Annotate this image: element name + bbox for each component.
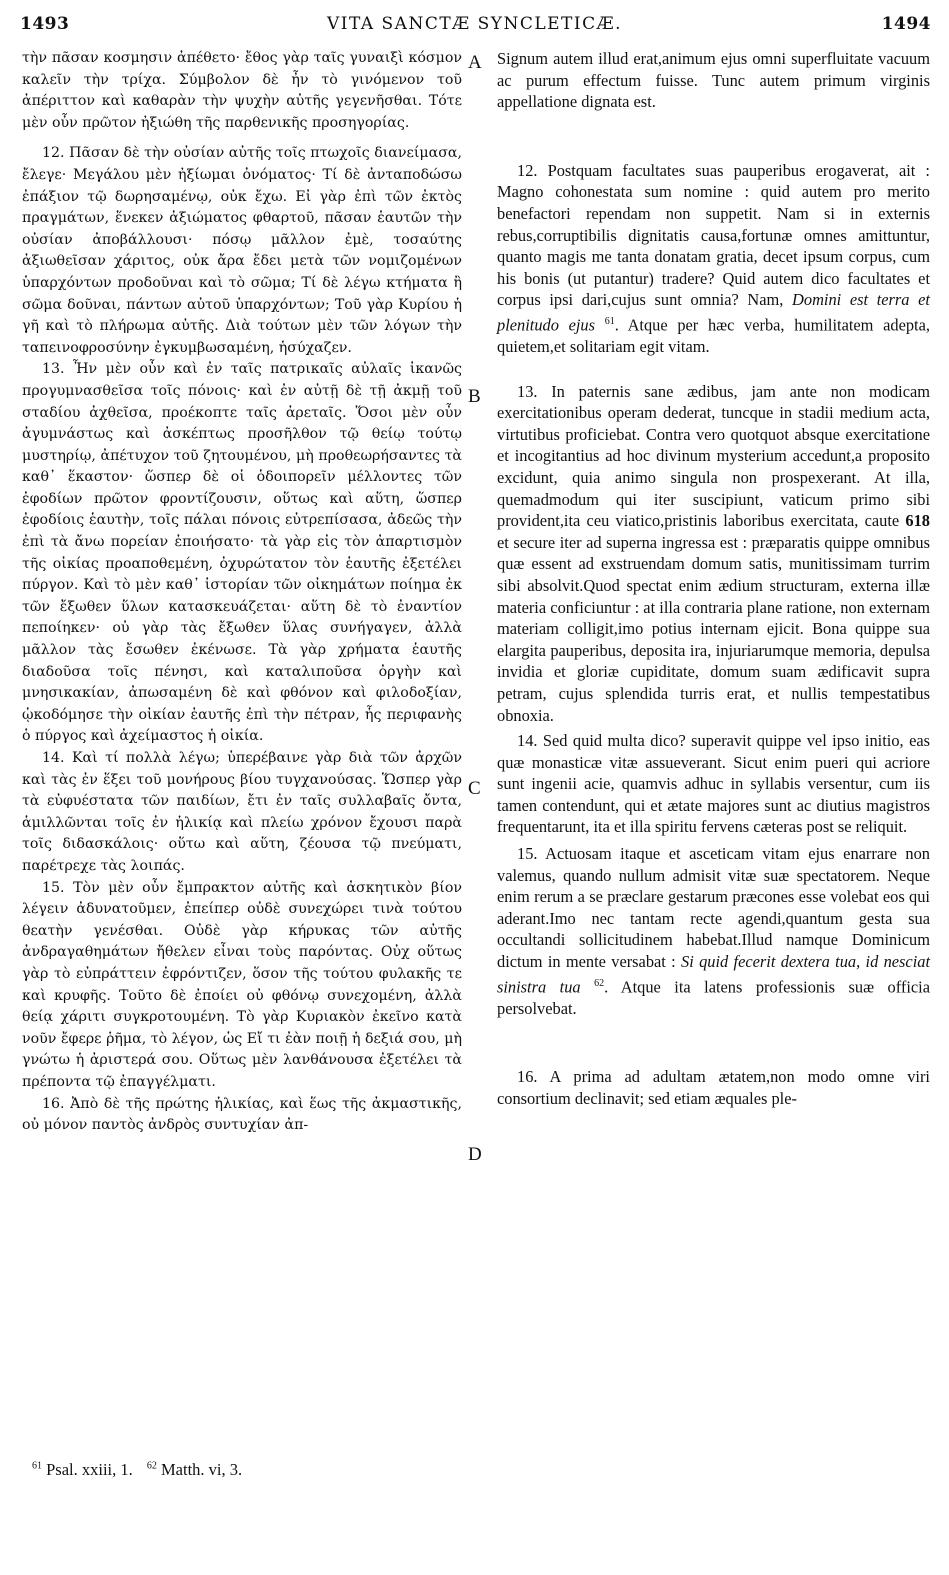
running-title: VITA SANCTÆ SYNCLETICÆ. [326, 14, 623, 34]
latin-paragraph-13 [497, 381, 930, 727]
greek-paragraph-intro: τὴν πᾶσαν κοσμησιν ἀπέθετο· ἔθος γὰρ ταῖς γυναιξὶ κόσμον καλεῖν τὴν τρίχα. Σύμβολον δὲ ἦν τὸ γινόμενον τοῦ ἀπέριττον καὶ καθαρὰν τὴν ψυχὴν αὐτῆς γεγενῆσθαι. Τότε μὲν οὖν πρῶτον ἠξιώθη τῆς παρθενικῆς προσηγορίας. [22, 50, 462, 131]
latin-column [497, 48, 930, 1109]
greek-paragraph-16: 16. Ἀπὸ δὲ τῆς πρώτης ἡλικίας, καὶ ἕως τῆς ἀκμαστικῆς, οὐ μόνον παντὸς ἀνδρὸς συντυχίαν ἀπ- [22, 1095, 462, 1134]
page-number-left: 1493 [20, 14, 70, 34]
latin-p13-text: 13. In paternis sane ædibus, jam ante non modicam exercitationibus operam dederat, tuncque in stadii medium acta, virtutibus proficiebat. Contra vero quotquot absque exercitatione et incogitantius ad hoc divinum mysterium accedunt,a proposito excidunt, quia animo singula non prospexerant. At illa, quemadmodum qui iter suscipiunt, vaticum primo sibi provident,ita ceu viatico,pristinis laboribus exercitata, caute [497, 381, 930, 531]
footnote-ref-61: 61 [604, 315, 615, 327]
page-number-right: 1494 [881, 14, 931, 34]
page-header [0, 14, 949, 40]
latin-p12-quote: Domini est terra et plenitudo ejus [497, 290, 930, 335]
footnote-62 [147, 1460, 242, 1479]
footnote-61 [32, 1460, 133, 1479]
section-marker-c: C [468, 778, 481, 799]
greek-paragraph-12: 12. Πᾶσαν δὲ τὴν οὐσίαν αὐτῆς τοῖς πτωχοῖς διανείμασα, ἔλεγε· Μεγάλου μὲν ἠξίωμαι ὀνόματος· Τί δὲ ἀνταποδώσω ἐπάξιον τῷ δωρησαμένῳ, οὐκ ἔχω. Εἰ γὰρ ἐπὶ τῶν ἐκτὸς πραγμάτων, ἕνεκεν ἀξιώματος φθαρτοῦ, πᾶσαν ἑαυτῶν τὴν οὐσίαν ἀποβάλλουσι· πόσῳ μᾶλλον ἐμὲ, τοσαύτης ἀξιωθεῖσαν χάριτος, οὐκ ἄρα ἔδει μετὰ τῶν νομιζομένων ὑπαρχόντων προδοῦναι καὶ τὸ σῶμα; Τί δὲ λέγω κτήματα ἢ σῶμα δοῦναι, πάντων αὐτοῦ ὑπαρχόντων; Τοῦ γὰρ Κυρίου ἡ γῆ καὶ τὸ πλήρωμα αὐτῆς. Διὰ τούτων μὲν τῶν λόγων τὴν ταπεινοφροσύνην ἐγκυμβωσαμένη, ἡσύχαζεν. [22, 145, 462, 356]
latin-paragraph-intro: Signum autem illud erat,animum ejus omni superfluitate vacuum ac purum effectum fuisse. Tunc autem primum virginis appellatione dignata est. [497, 49, 930, 112]
latin-p15-tail: . Atque ita latens professionis suæ officia persolvebat. [497, 977, 930, 1018]
section-marker-d: D [468, 1144, 482, 1165]
greek-paragraph-13: 13. Ἦν μὲν οὖν καὶ ἐν ταῖς πατρικαῖς αὐλαῖς ἱκανῶς προγυμνασθεῖσα τοῖς πόνοις· καὶ ἐν αὐτῇ δὲ τῇ ἀκμῇ τοῦ σταδίου ἀχθεῖσα, προέκοπτε ταῖς ἀρεταῖς. Ὅσοι μὲν οὖν ἀγυμνάστως καὶ ἀσκέπτως προσῆλθον τῷ θείῳ τούτῳ μυστηρίῳ, ἀπέτυχον τοῦ ζητουμένου, μὴ προθεωρήσαντες τὰ καθ᾿ ἕκαστον· ὥσπερ δὲ οἱ ὁδοιπορεῖν μέλλοντες τῶν ἐφοδίων πρῶτον φροντίζουσιν, οὕτως καὶ αὕτη, ὥσπερ ἐφοδίοις ἑαυτὴν, τοῖς πάλαι πόνοις εὐτρεπίσασα, ἀδεῶς τὴν ἐπὶ τὰ ἄνω πορείαν ἐποιήσατο· τὰ γὰρ εἰς τὸν ἀπαρτισμὸν τῆς οἰκίας προαποθεμένη, ὀχυρώτατον τὸν ἑαυτῆς ἐξετέλει πύργον. Καὶ τὸ μὲν καθ᾿ ἱστορίαν τῶν οἰκημάτων ποίημα ἐκ τῶν ἔξωθεν ὕλων κατασκευάζεται· αὕτη δὲ τὸ ἐναντίον πεποίηκεν· οὐ γὰρ τὰς ἔξωθεν ὕλας συνήγαγεν, ἀλλὰ μᾶλλον τὰς ἔσωθεν ἐκένωσε. Τὰ γὰρ χρήματα ἑαυτῆς διαδοῦσα τοῖς πένησι, καὶ καταλιποῦσα ὀργὴν καὶ μνησικακίαν, ἀπωσαμένη δὲ καὶ φθόνον καὶ φιλοδοξίαν, ᾠκοδόμησε τὴν οἰκίαν ἑαυτῆς ἐπὶ τὴν πέτραν, ἧς περιφανὴς ὁ πύργος καὶ ἀχείμαστος ἡ οἰκία. [22, 361, 462, 745]
latin-p15-quote: Si quid fecerit dextera tua, id nesciat sinistra tua [497, 952, 930, 997]
latin-paragraph-12 [497, 160, 930, 358]
footnote-62-number: 62 [146, 1460, 157, 1472]
greek-column [22, 48, 462, 1137]
latin-p15-text: 15. Actuosam itaque et asceticam vitam ejus enarrare non valemus, quando nullum admisit vitæ suæ spectatorem. Neque enim rerum a se præclare gestarum præcones esse volebat eos qui aderant.Imo nec tantam recte agendi,quantum gesta sua occultandi sollicitudinem habebat.Illud namque Dominicum dictum in mente versabat : [497, 844, 930, 972]
section-marker-b: B [468, 386, 481, 407]
latin-paragraph-16: 16. A prima ad adultam ætatem,non modo omne viri consortium declinavit; sed etiam æquales ple- [497, 1067, 930, 1108]
latin-p13-tail: et secure iter ad superna ingressa est : præparatis quippe omnibus quæ essent ad exstruendam domum satis, munitissimam turrim sibi absolvit.Quod spectat enim ædium structuram, externa illæ materia conficiuntur : at illa contraria plane ratione, non externam materiam colligit,imo potius internam ejicit. Bona quippe sua elargita pauperibus, deposita ira, injuriarumque memoria, depulsa invidia et gloriæ cupiditate, domum suam ædificavit supra petram, cujus splendida turris erat, et nullis tempestatibus obnoxia. [497, 532, 930, 725]
footnote-61-text: Psal. xxiii, 1. [46, 1460, 133, 1479]
footnote-61-number: 61 [32, 1460, 42, 1472]
footnotes [32, 1460, 242, 1480]
footnote-62-text: Matth. vi, 3. [161, 1460, 243, 1479]
latin-paragraph-14: 14. Sed quid multa dico? superavit quippe vel ipso initio, eas quæ monasticæ vitæ assueverant. Sicut enim pueri qui acriore sunt ingenii acie, quamvis adhuc in syllabis versentur, cum iis tamen contendunt, qui et ætate majores sunt ac diutius magistros frequentarunt, ita et illa spiritu fervens cæteras post se reliquit. [497, 731, 930, 837]
column-number-618: 618 [905, 511, 930, 531]
section-marker-a: A [468, 52, 482, 73]
latin-p12-text: 12. Postquam facultates suas pauperibus erogaverat, ait : Magno cohonestata sum nomine : quid autem pro merito benefactori rependam non suppetit. Nam si in externis rebus,corruptibilis dignitatis causa,fortunæ omnes amittuntur, quanto magis me tanta donatam gratia, decet ipsum corpus, cum his bonis (ut putantur) tradere? Quid autem dico facultates et corpus ipsi dari,cujus sunt omnia? Nam, [497, 160, 930, 310]
greek-paragraph-14: 14. Καὶ τί πολλὰ λέγω; ὑπερέβαινε γὰρ διὰ τῶν ἀρχῶν καὶ τὰς ἐν ἕξει τοῦ μονήρους βίου τυγχανούσας. Ὥσπερ γὰρ τὰ εὐφυέστατα τῶν παιδίων, ἔτι ἐν ταῖς συλλαβαῖς ὄντα, ἁμιλλῶνται τοῖς ἐν ἡλικίᾳ καὶ πλείω χρόνον ἔχουσι παρὰ τοῖς διδασκάλοις· οὕτω καὶ αὕτη, ζέουσα τῷ πνεύματι, παρέτρεχε τὰς λοιπάς. [22, 750, 462, 874]
greek-paragraph-15: 15. Τὸν μὲν οὖν ἔμπρακτον αὐτῆς καὶ ἀσκητικὸν βίον λέγειν ἀδυνατοῦμεν, ἐπείπερ οὐδὲ συνεχώρει τινὰ τούτου θεατὴν γενέσθαι. Οὐδὲ γὰρ κήρυκας τῶν αὐτῆς ἀνδραγαθημάτων ἤθελεν εἶναι τοὺς παρόντας. Οὐχ οὕτως γὰρ τὸ εὐπράττειν ἐφρόντιζεν, ὅσον τῆς τούτου φυλακῆς τε καὶ κρυφῆς. Τοῦτο δὲ ἐποίει οὐ φθόνῳ συνεχομένη, ἀλλὰ θείᾳ χάριτι συγκροτουμένη. Τὸ γὰρ Κυριακὸν ἐκεῖνο κατὰ νοῦν ἔφερε ῥῆμα, τὸ λέγον, ὡς Εἴ τι ἐὰν ποιῇ ἡ δεξιά σου, μὴ γνώτω ἡ ἀριστερά σου. Οὕτως μὲν λανθάνουσα ἐξετέλει τὰ πρέποντα τῷ ἐπαγγέλματι. [22, 879, 462, 1090]
latin-paragraph-15 [497, 843, 930, 1019]
latin-p12-tail: . Atque per hæc verba, humilitatem adepta, quietem,et solitariam egit vitam. [497, 315, 930, 356]
footnote-ref-62: 62 [594, 977, 605, 989]
